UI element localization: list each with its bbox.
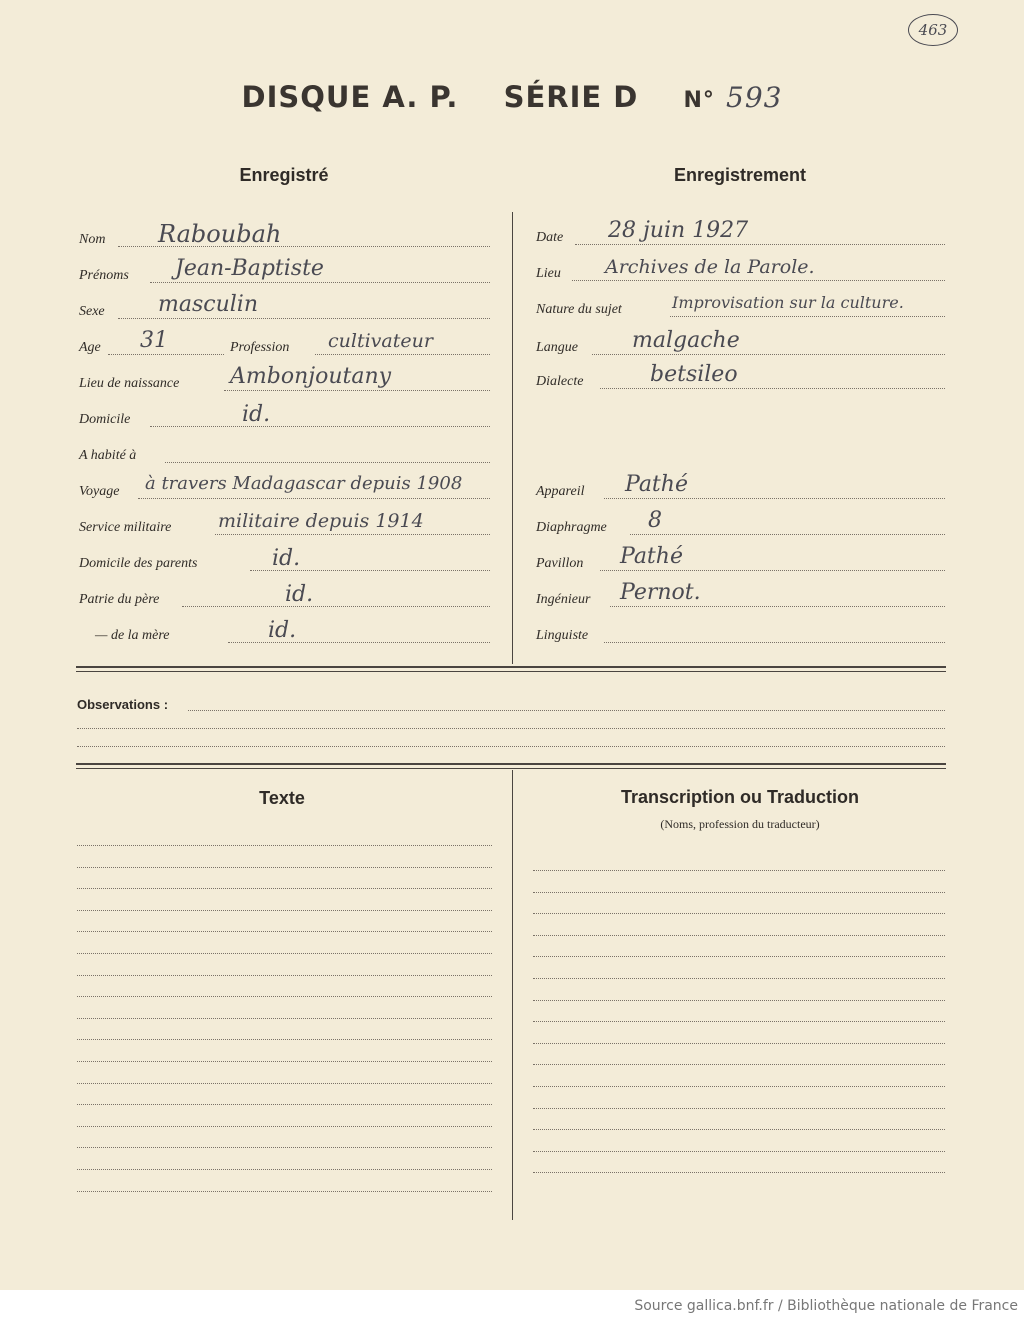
field-value: 31 (140, 328, 168, 353)
field-label: Sexe (79, 304, 105, 319)
field-label: Pavillon (536, 556, 584, 571)
writing-line (533, 1086, 945, 1087)
upper-column-divider (512, 212, 513, 664)
field-value: à travers Madagascar depuis 1908 (145, 473, 463, 494)
field-label: Appareil (536, 484, 585, 499)
field-value: masculin (158, 292, 258, 317)
field-label: Domicile (79, 412, 131, 427)
title-no-label: N° (683, 88, 715, 113)
field-label: Age (79, 340, 101, 355)
writing-line (77, 867, 492, 868)
upper-double-rule-bottom (76, 671, 946, 672)
writing-line (533, 1108, 945, 1109)
transcription-subheading: (Noms, profession du traducteur) (660, 817, 820, 831)
writing-line (533, 1021, 945, 1022)
writing-line (77, 1061, 492, 1062)
transcription-heading: Transcription ou Traduction (620, 787, 860, 807)
field-label: Nature du sujet (536, 302, 622, 317)
field-label: Langue (536, 340, 578, 355)
texte-heading: Texte (259, 788, 305, 808)
writing-line (533, 1064, 945, 1065)
writing-line (77, 1147, 492, 1148)
field-value: id. (268, 618, 297, 643)
writing-line (77, 845, 492, 846)
writing-line (533, 1043, 945, 1044)
field-value: cultivateur (328, 330, 433, 352)
field-value: Raboubah (158, 220, 282, 248)
writing-line (533, 978, 945, 979)
upper-double-rule-top (76, 666, 946, 668)
writing-line (77, 1126, 492, 1127)
writing-line (533, 870, 945, 871)
field-label: A habité à (79, 448, 137, 463)
field-value: Jean-Baptiste (175, 256, 324, 281)
field-value: Pernot. (620, 580, 701, 605)
field-label: Diaphragme (536, 520, 607, 535)
writing-line (77, 996, 492, 997)
field-label: Nom (79, 232, 106, 247)
field-value: betsileo (650, 362, 738, 387)
field-label: Ingénieur (536, 592, 591, 607)
field-value: militaire depuis 1914 (218, 510, 424, 532)
writing-line (533, 935, 945, 936)
writing-line (77, 975, 492, 976)
disc-number: 593 (726, 81, 783, 114)
title-ap: A. P. (382, 80, 459, 114)
field-value: Pathé (625, 472, 688, 497)
writing-line (77, 1169, 492, 1170)
writing-line (533, 956, 945, 957)
field-label: Lieu de naissance (79, 376, 180, 391)
field-label: Service militaire (79, 520, 172, 535)
field-label: Patrie du père (79, 592, 160, 607)
lower-double-rule-top (76, 763, 946, 765)
title-serie: SÉRIE D (503, 80, 639, 114)
field-value: Archives de la Parole. (605, 256, 815, 278)
observations-line (188, 710, 945, 711)
observations-label: Observations : (77, 697, 169, 712)
lower-column-divider (512, 770, 513, 1220)
field-value: Pathé (620, 544, 683, 569)
left-section-heading: Enregistré (239, 165, 329, 185)
field-label: Lieu (536, 266, 561, 281)
field-label: Linguiste (536, 628, 589, 643)
field-label: — de la mère (95, 628, 170, 643)
field-value: Improvisation sur la culture. (672, 293, 904, 312)
field-label: Dialecte (536, 374, 584, 389)
writing-line (533, 1129, 945, 1130)
observations-line (77, 746, 945, 747)
writing-line (77, 1083, 492, 1084)
writing-line (77, 1104, 492, 1105)
writing-line (77, 1018, 492, 1019)
title-disque: DISQUE (241, 80, 372, 114)
source-footer: Source gallica.bnf.fr / Bibliothèque nationale de France (634, 1298, 1018, 1314)
field-label: Date (536, 230, 564, 245)
lower-double-rule-bottom (76, 768, 946, 769)
writing-line (77, 953, 492, 954)
writing-line (533, 913, 945, 914)
writing-line (533, 1172, 945, 1173)
field-label: Domicile des parents (79, 556, 198, 571)
field-value: id. (272, 546, 301, 571)
observations-line (77, 728, 945, 729)
field-value: malgache (632, 328, 740, 353)
writing-line (533, 1151, 945, 1152)
field-label: Profession (230, 340, 290, 355)
field-label: Prénoms (79, 268, 129, 283)
form-title (0, 80, 1024, 114)
writing-line (77, 888, 492, 889)
field-value: Ambonjoutany (230, 364, 392, 389)
writing-line (77, 931, 492, 932)
right-section-heading: Enregistrement (673, 165, 807, 185)
archive-number-stamp: 463 (908, 14, 958, 46)
writing-line (77, 910, 492, 911)
field-label: Voyage (79, 484, 120, 499)
writing-line (533, 1000, 945, 1001)
writing-line (77, 1039, 492, 1040)
field-value: 28 juin 1927 (608, 218, 749, 243)
field-value: 8 (648, 508, 662, 533)
writing-line (77, 1191, 492, 1192)
field-value: id. (285, 582, 314, 607)
field-value: id. (242, 402, 271, 427)
writing-line (533, 892, 945, 893)
